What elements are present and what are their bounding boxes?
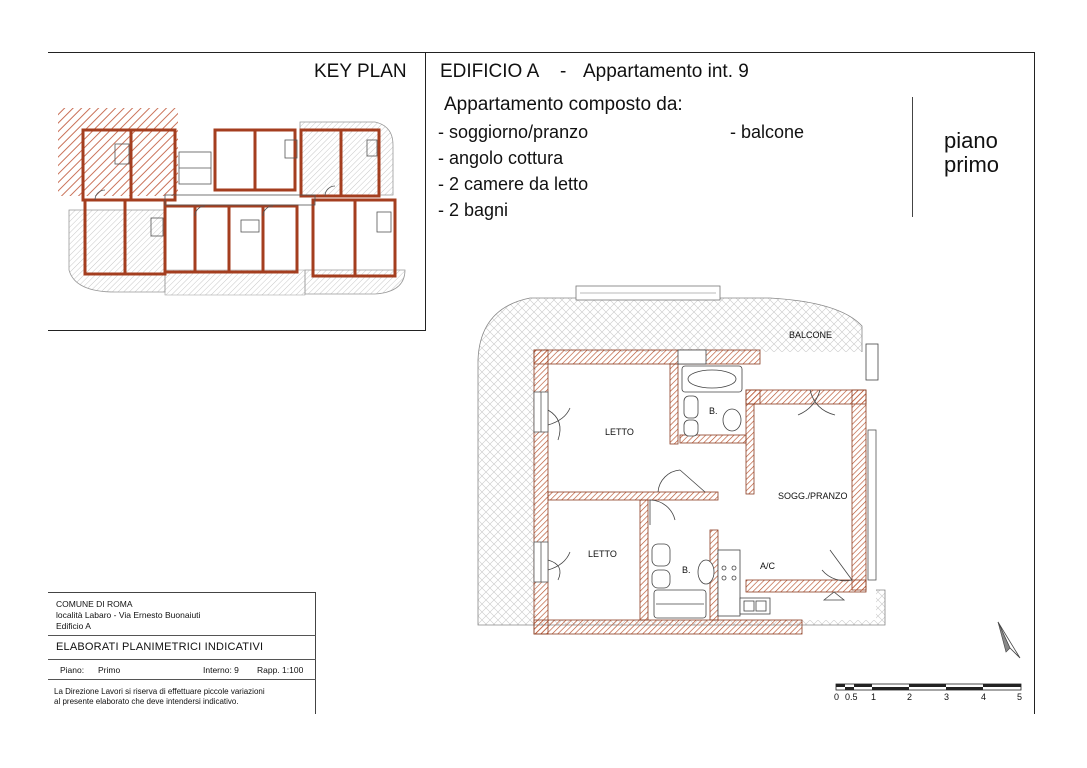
room-label-cucina: A/C — [760, 561, 776, 571]
floor-line1: piano — [944, 128, 998, 153]
scale-label: 5 — [1017, 692, 1023, 702]
floor-line2: primo — [944, 152, 1000, 177]
room-label-soggiorno: SOGG./PRANZO — [778, 491, 848, 501]
scale-label: 1 — [871, 692, 877, 702]
composition-item: - 2 bagni — [438, 200, 509, 220]
room-label-bagno-bottom: B. — [682, 565, 691, 575]
header-separator: - — [560, 61, 567, 82]
tb-localita: località Labaro - Via Ernesto Buonaiuti — [56, 610, 201, 620]
tb-interno: Interno: 9 — [203, 665, 239, 675]
tb-note2: al presente elaborato che deve intendersi indicativo. — [54, 697, 239, 706]
scale-bar — [835, 683, 1025, 693]
key-plan-label: KEY PLAN — [314, 61, 407, 82]
title-block — [48, 592, 316, 714]
floor-separator — [912, 97, 913, 217]
scale-label: 4 — [981, 692, 987, 702]
tb-note1: La Direzione Lavori si riserva di effettuare piccole variazioni — [54, 687, 265, 696]
composition-intro: Appartamento composto da: — [444, 94, 683, 115]
room-label-bagno-top: B. — [709, 406, 718, 416]
tb-piano-label: Piano: — [60, 665, 85, 675]
tb-comune: COMUNE DI ROMA — [56, 599, 133, 609]
composition-extra: - balcone — [730, 122, 805, 142]
key-plan-drawing — [55, 100, 415, 300]
room-label-balcone: BALCONE — [789, 330, 833, 340]
composition-item: - soggiorno/pranzo — [438, 122, 589, 142]
scale-label: 3 — [944, 692, 950, 702]
tb-divider — [48, 635, 316, 636]
composition-item: - angolo cottura — [438, 148, 564, 168]
room-label-letto-bottom: LETTO — [588, 549, 617, 559]
north-arrow-icon — [992, 618, 1026, 662]
apartment-floor-plan — [470, 280, 910, 640]
building-label: EDIFICIO A — [440, 61, 540, 82]
scale-label: 0.5 — [845, 692, 858, 702]
tb-divider — [48, 659, 316, 660]
scale-label: 2 — [907, 692, 913, 702]
tb-piano-value: Primo — [98, 665, 121, 675]
room-label-letto-top: LETTO — [605, 427, 634, 437]
scale-label: 0 — [834, 692, 840, 702]
composition-item: - 2 camere da letto — [438, 174, 589, 194]
apartment-label: Appartamento int. 9 — [583, 61, 749, 82]
tb-divider — [48, 679, 316, 680]
tb-rapp: Rapp. 1:100 — [257, 665, 304, 675]
tb-edificio: Edificio A — [56, 621, 91, 631]
tb-title: ELABORATI PLANIMETRICI INDICATIVI — [56, 641, 264, 653]
